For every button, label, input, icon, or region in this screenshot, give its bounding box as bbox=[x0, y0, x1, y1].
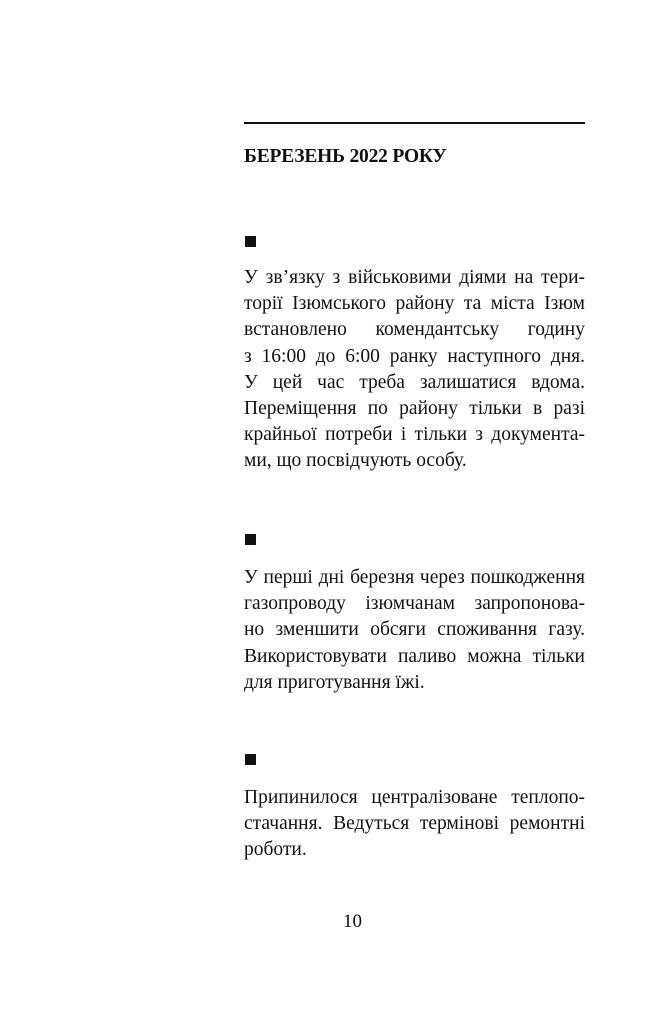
section-3-bullet-icon bbox=[245, 754, 256, 765]
paragraph-line: крайньої потреби і тільки з документа- bbox=[244, 424, 585, 446]
section-1-bullet-icon bbox=[245, 236, 256, 247]
paragraph-line: торії Ізюмського району та міста Ізюм bbox=[244, 293, 585, 315]
paragraph-line: ми, що посвідчують особу. bbox=[244, 450, 467, 472]
paragraph-line: газопроводу ізюмчанам запропонова- bbox=[244, 593, 585, 615]
paragraph-line: но зменшити обсяги споживання газу. bbox=[244, 619, 585, 641]
paragraph-line: Переміщення по району тільки в разі bbox=[244, 397, 585, 419]
paragraph-line: У цей час треба залишатися вдома. bbox=[244, 371, 585, 393]
paragraph-line: У перші дні березня через пошкодження bbox=[244, 567, 585, 588]
paragraph-line: Використовувати паливо можна тільки bbox=[244, 645, 585, 667]
paragraph-line: встановлено комендантську годину bbox=[244, 319, 585, 341]
paragraph-line: У зв’язку з військовими діями на тери- bbox=[244, 267, 585, 288]
paragraph-line: Припинилося централізоване теплопо- bbox=[244, 787, 585, 808]
section-2-paragraph bbox=[244, 565, 585, 696]
paragraph-line: для приготування їжі. bbox=[244, 671, 425, 693]
page-number: 10 bbox=[343, 911, 362, 932]
chapter-heading: БЕРЕЗЕНЬ 2022 РОКУ bbox=[244, 146, 447, 167]
section-3-paragraph bbox=[244, 785, 585, 864]
top-rule bbox=[244, 122, 585, 124]
paragraph-line: роботи. bbox=[244, 839, 307, 861]
paragraph-line: з 16:00 до 6:00 ранку наступного дня. bbox=[244, 345, 585, 367]
section-1-paragraph bbox=[244, 265, 585, 475]
paragraph-line: стачання. Ведуться термінові ремонтні bbox=[244, 813, 585, 835]
section-2-bullet-icon bbox=[245, 534, 256, 545]
